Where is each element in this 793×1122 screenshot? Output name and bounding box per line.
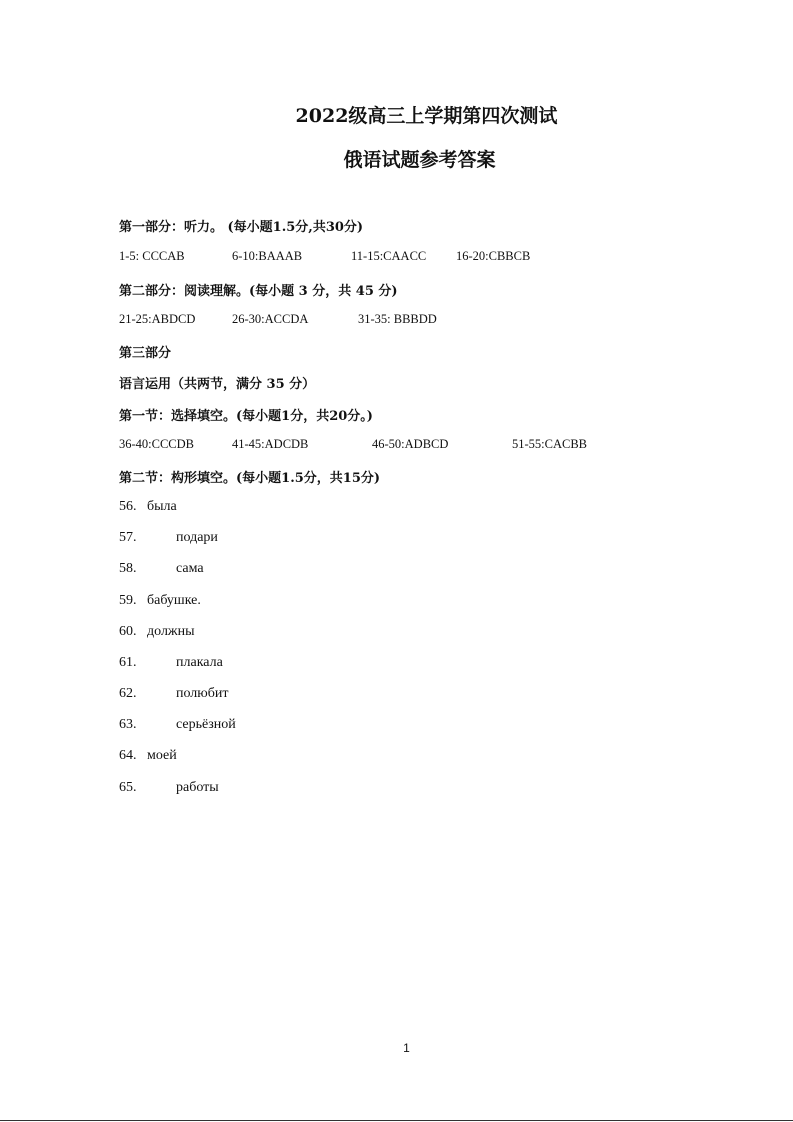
- section2-heading: 第二节：构形填空。(每小题1.5分，共15分): [119, 471, 381, 486]
- section1-answer: 36-40:CCCDB: [119, 437, 195, 451]
- part1-answer: 11-15:CAACC: [351, 249, 427, 263]
- item-number: 64.: [119, 748, 137, 763]
- part2-answer: 21-25:ABDCD: [119, 312, 196, 326]
- item-number: 58.: [119, 561, 137, 576]
- section1-answer: 41-45:ADCDB: [232, 437, 309, 451]
- document-subtitle: 俄语试题参考答案: [343, 149, 496, 171]
- item-number: 63.: [119, 717, 137, 732]
- item-answer: подари: [176, 530, 218, 545]
- section1-answer: 46-50:ADBCD: [372, 437, 449, 451]
- part1-answer: 6-10:BAAAB: [232, 249, 303, 263]
- item-answer: моей: [147, 748, 177, 763]
- part1-answer: 16-20:CBBCB: [456, 249, 531, 263]
- item-answer: сама: [176, 561, 204, 576]
- item-number: 61.: [119, 655, 137, 670]
- item-number: 57.: [119, 530, 137, 545]
- item-answer: серьёзной: [176, 717, 236, 732]
- item-answer: плакала: [176, 655, 223, 670]
- part2-heading: 第二部分：阅读理解。(每小题 3 分，共 45 分): [119, 284, 398, 299]
- part3-heading: 第三部分: [119, 346, 172, 361]
- part1-answer: 1-5: CCCAB: [119, 249, 185, 263]
- item-number: 59.: [119, 593, 137, 608]
- item-number: 56.: [119, 499, 137, 514]
- page-bottom-divider: [0, 1120, 793, 1121]
- item-answer: полюбит: [176, 686, 229, 701]
- part3-subheading: 语言运用（共两节，满分 35 分）: [119, 377, 316, 392]
- part1-heading: 第一部分：听力。 (每小题1.5分,共30分): [119, 220, 364, 235]
- page-number: 1: [403, 1041, 410, 1055]
- section1-answer: 51-55:CACBB: [512, 437, 588, 451]
- item-answer: работы: [176, 780, 219, 795]
- part2-answer: 31-35: BBBDD: [358, 312, 437, 326]
- section1-heading: 第一节：选择填空。(每小题1分，共20分。): [119, 409, 373, 424]
- item-number: 60.: [119, 624, 137, 639]
- item-answer: должны: [147, 624, 195, 639]
- item-answer: была: [147, 499, 177, 514]
- document-title: 2022级高三上学期第四次测试: [295, 105, 558, 127]
- item-number: 65.: [119, 780, 137, 795]
- part2-answer: 26-30:ACCDA: [232, 312, 309, 326]
- item-answer: бабушке.: [147, 593, 201, 608]
- item-number: 62.: [119, 686, 137, 701]
